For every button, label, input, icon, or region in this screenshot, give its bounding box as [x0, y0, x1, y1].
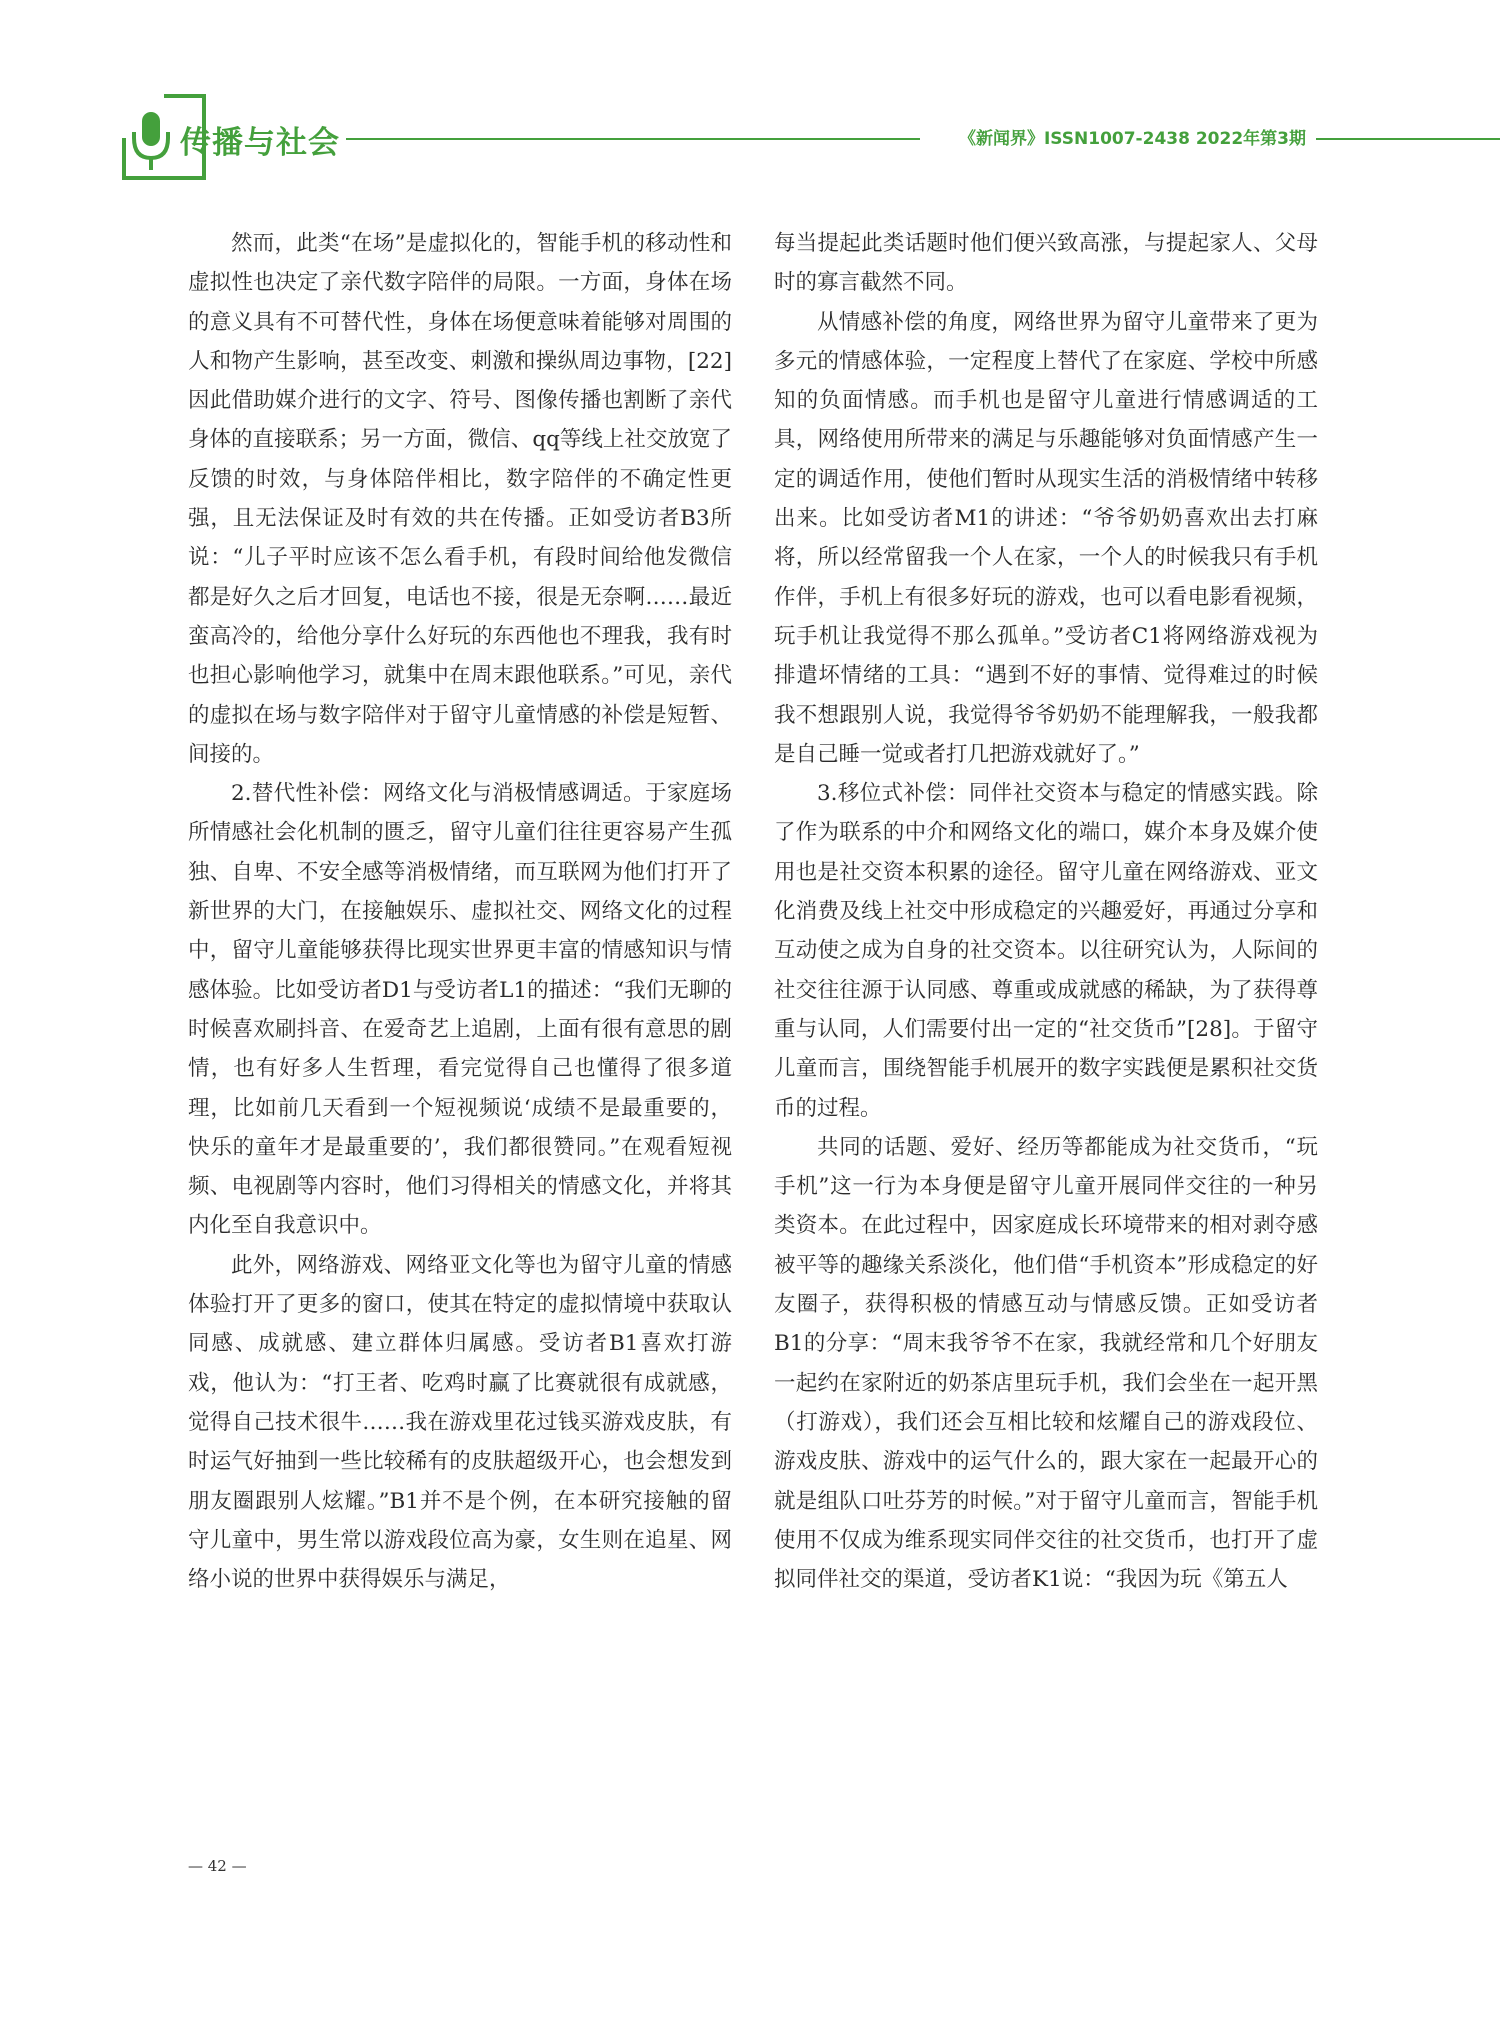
paragraph: 3.移位式补偿：同伴社交资本与稳定的情感实践。除了作为联系的中介和网络文化的端口，媒介本身及媒介使用也是社交资本积累的途径。留守儿童在网络游戏、亚文化消费及线上社交中形成稳定的兴趣爱好，再通过分享和互动使之成为自身的社交资本。以往研究认为，人际间的社交往往源于认同感、尊重或成就感的稀缺，为了获得尊重与认同，人们需要付出一定的“社交货币”[28]。于留守儿童而言，围绕智能手机展开的数字实践便是累积社交货币的过程。	[774, 781, 1318, 1121]
page-number: — 42 —	[188, 1857, 247, 1875]
header-divider-right	[1316, 138, 1500, 140]
paragraph: 从情感补偿的角度，网络世界为留守儿童带来了更为多元的情感体验，一定程度上替代了在家庭、学校中所感知的负面情感。而手机也是留守儿童进行情感调适的工具，网络使用所带来的满足与乐趣能够对负面情感产生一定的调适作用，使他们暂时从现实生活的消极情绪中转移出来。比如受访者M1的讲述：“爷爷奶奶喜欢出去打麻将，所以经常留我一个人在家，一个人的时候我只有手机作伴，手机上有很多好玩的游戏，也可以看电影看视频，玩手机让我觉得不那么孤单。”受访者C1将网络游戏视为排遣坏情绪的工具：“遇到不好的事情、觉得难过的时候我不想跟别人说，我觉得爷爷奶奶不能理解我，一般我都是自己睡一觉或者打几把游戏就好了。”	[774, 309, 1318, 767]
paragraph: 此外，网络游戏、网络亚文化等也为留守儿童的情感体验打开了更多的窗口，使其在特定的虚拟情境中获取认同感、成就感、建立群体归属感。受访者B1喜欢打游戏，他认为：“打王者、吃鸡时赢了比赛就很有成就感，觉得自己技术很牛……我在游戏里花过钱买游戏皮肤，有时运气好抽到一些比较稀有的皮肤超级开心，也会想发到朋友圈跟别人炫耀。”B1并不是个例，在本研究接触的留守儿童中，男生常以游戏段位高为豪，女生则在追星、网络小说的世界中获得娱乐与满足，	[188, 1252, 732, 1593]
paragraph: 然而，此类“在场”是虚拟化的，智能手机的移动性和虚拟性也决定了亲代数字陪伴的局限。一方面，身体在场的意义具有不可替代性，身体在场便意味着能够对周围的人和物产生影响，甚至改变、刺激和操纵周边事物，[22]因此借助媒介进行的文字、符号、图像传播也割断了亲代身体的直接联系；另一方面，微信、qq等线上社交放宽了反馈的时效，与身体陪伴相比，数字陪伴的不确定性更强，且无法保证及时有效的共在传播。正如受访者B3所说：“儿子平时应该不怎么看手机，有段时间给他发微信都是好久之后才回复，电话也不接，很是无奈啊……最近蛮高冷的，给他分享什么好玩的东西他也不理我，我有时也担心影响他学习，就集中在周末跟他联系。”可见，亲代的虚拟在场与数字陪伴对于留守儿童情感的补偿是短暂、间接的。	[188, 231, 732, 767]
paragraph: 2.替代性补偿：网络文化与消极情感调适。于家庭场所情感社会化机制的匮乏，留守儿童们往往更容易产生孤独、自卑、不安全感等消极情绪，而互联网为他们打开了新世界的大门，在接触娱乐、虚拟社交、网络文化的过程中，留守儿童能够获得比现实世界更丰富的情感知识与情感体验。比如受访者D1与受访者L1的描述：“我们无聊的时候喜欢刷抖音、在爱奇艺上追剧，上面有很有意思的剧情，也有好多人生哲理，看完觉得自己也懂得了很多道理，比如前几天看到一个短视频说‘成绩不是最重要的，快乐的童年才是最重要的’，我们都很赞同。”在观看短视频、电视剧等内容时，他们习得相关的情感文化，并将其内化至自我意识中。	[188, 781, 732, 1239]
paragraph: 每当提起此类话题时他们便兴致高涨，与提起家人、父母时的寡言截然不同。	[774, 231, 1318, 296]
section-title: 传播与社会	[180, 125, 340, 161]
left-column	[188, 224, 732, 1599]
paragraph: 共同的话题、爱好、经历等都能成为社交货币，“玩手机”这一行为本身便是留守儿童开展同伴交往的一种另类资本。在此过程中，因家庭成长环境带来的相对剥夺感被平等的趣缘关系淡化，他们借“手机资本”形成稳定的好友圈子，获得积极的情感互动与情感反馈。正如受访者B1的分享：“周末我爷爷不在家，我就经常和几个好朋友一起约在家附近的奶茶店里玩手机，我们会坐在一起开黑（打游戏），我们还会互相比较和炫耀自己的游戏段位、游戏皮肤、游戏中的运气什么的，跟大家在一起最开心的就是组队口吐芬芳的时候。”对于留守儿童而言，智能手机使用不仅成为维系现实同伴交往的社交货币，也打开了虚拟同伴社交的渠道，受访者K1说：“我因为玩《第五人	[774, 1134, 1318, 1593]
header-divider-left	[346, 138, 920, 140]
right-column	[774, 224, 1318, 1599]
journal-info: 《新闻界》ISSN1007-2438 2022年第3期	[958, 129, 1306, 149]
